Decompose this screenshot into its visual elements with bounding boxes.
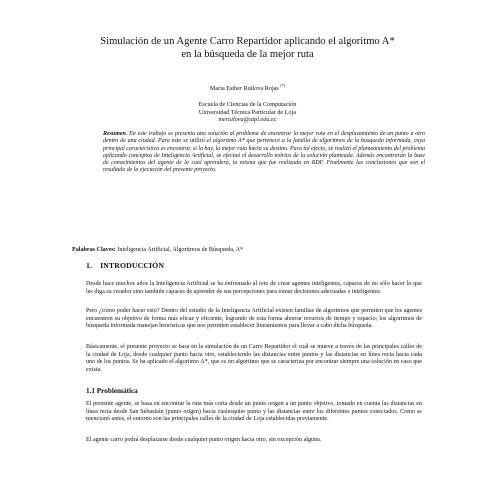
affiliation-university: Universidad Técnica Particular de Loja — [198, 108, 297, 116]
affiliation-block — [0, 101, 495, 124]
title-line-1: Simulación de un Agente Carro Repartidor aplicando el algoritmo A* — [100, 36, 395, 47]
section-title: INTRODUCCIÓN — [100, 261, 165, 270]
problematica-paragraph-1: El presente agente, se basa en encontrar la ruta más corta desde un punto origen a un punto objetivo, tomado en cuenta las distancias en línea recta desde San Sebastián (punto origen) hacia cualesquier punto y las distancias entre los diferentes puntos conectados. Como se mencionó antes, el entorno son las principales calles de la ciudad de Loja establecidas previamente. — [86, 401, 422, 422]
keywords-label: Palabras Claves: — [72, 247, 116, 253]
intro-paragraph-2: Pero ¿cómo poder hacer esto? Dentro del estudio de la Inteligencia Artificial existen familias de algoritmos que permiten que los agentes encuentren su objetivo de forma más eficaz y eficiente, logrando de esta forma ahorrar recursos de tiempo y espacio; los algoritmos de búsqueda informada manejan heurísticas que nos permiten establecer lineamientos para llevar a cabo dicha búsqueda. — [86, 308, 422, 329]
keywords — [72, 247, 432, 253]
abstract-text: . En este trabajo se presenta una solución al problema de encontrar la mejor ruta en el desplazamiento de un punto a otro dentro de una ciudad. Para esto se utilizó el algoritmo A* que pertenece a la familia de algoritmos de la búsqueda informada, cuya principal característica es encontrar, si la hay, la mejor ruta hacia su destino. Para tal efecto, se realizó el planteamiento del problema aplicando conceptos de Inteligencia Artificial, se efectuó el desarrollo teórico de la solución planteada. Además encontrarán la base de conocimientos del agente de la cual aprenderá, la misma que fue realizada en RDF. Finalmente las conclusiones que son el resultado de la ejecución del presente proyecto. — [103, 131, 425, 174]
intro-paragraph-3: Básicamente, el presente proyecto se basa en la simulación de un Carro Repartidor el cuál se mueve a través de las principales calles de la ciudad de Loja, desde cualquier punto hacia otro, estableciendo las distancias entre puntos y las distancias en línea recta hacia cada uno de los puntos. Se ha aplicado el algoritmo A*, que es un algoritmo que se caracteriza por encontrar siempre una solución en caso que exista. — [86, 344, 422, 373]
intro-paragraph-1: Desde hace muchos años la Inteligencia Artificial se ha enfrentado al reto de crear agentes inteligentes, capaces de no sólo hacer lo que les diga su creador sino también capaces de aprender de sus percepciones para tomar decisiones adecuadas e inteligentes. — [86, 281, 422, 295]
abstract-label: Resumen — [103, 131, 126, 137]
affiliation-school: Escuela de Ciencias de la Computación — [198, 101, 297, 108]
subsection-heading-problematica: 1.1 Problemática — [86, 387, 138, 395]
author-line — [0, 83, 495, 92]
paper-title — [60, 35, 435, 61]
author-name: Maria Esther Ruilova Rojas — [209, 85, 279, 93]
author-email: meruilova@utpl.edu.ec — [218, 116, 277, 124]
author-mark: (*) — [280, 83, 286, 88]
problematica-paragraph-2: El agente carro podrá desplazarse desde cualquier punto origen hacia otro, sin excepción alguna. — [86, 437, 322, 443]
section-heading-introduccion — [86, 261, 164, 270]
section-number: 1. — [86, 261, 93, 270]
abstract — [103, 131, 425, 175]
keywords-text: Inteligencia Artificial, Algoritmos de Búsqueda, A* — [115, 247, 244, 253]
title-line-2: en la búsqueda de la mejor ruta — [181, 49, 314, 60]
